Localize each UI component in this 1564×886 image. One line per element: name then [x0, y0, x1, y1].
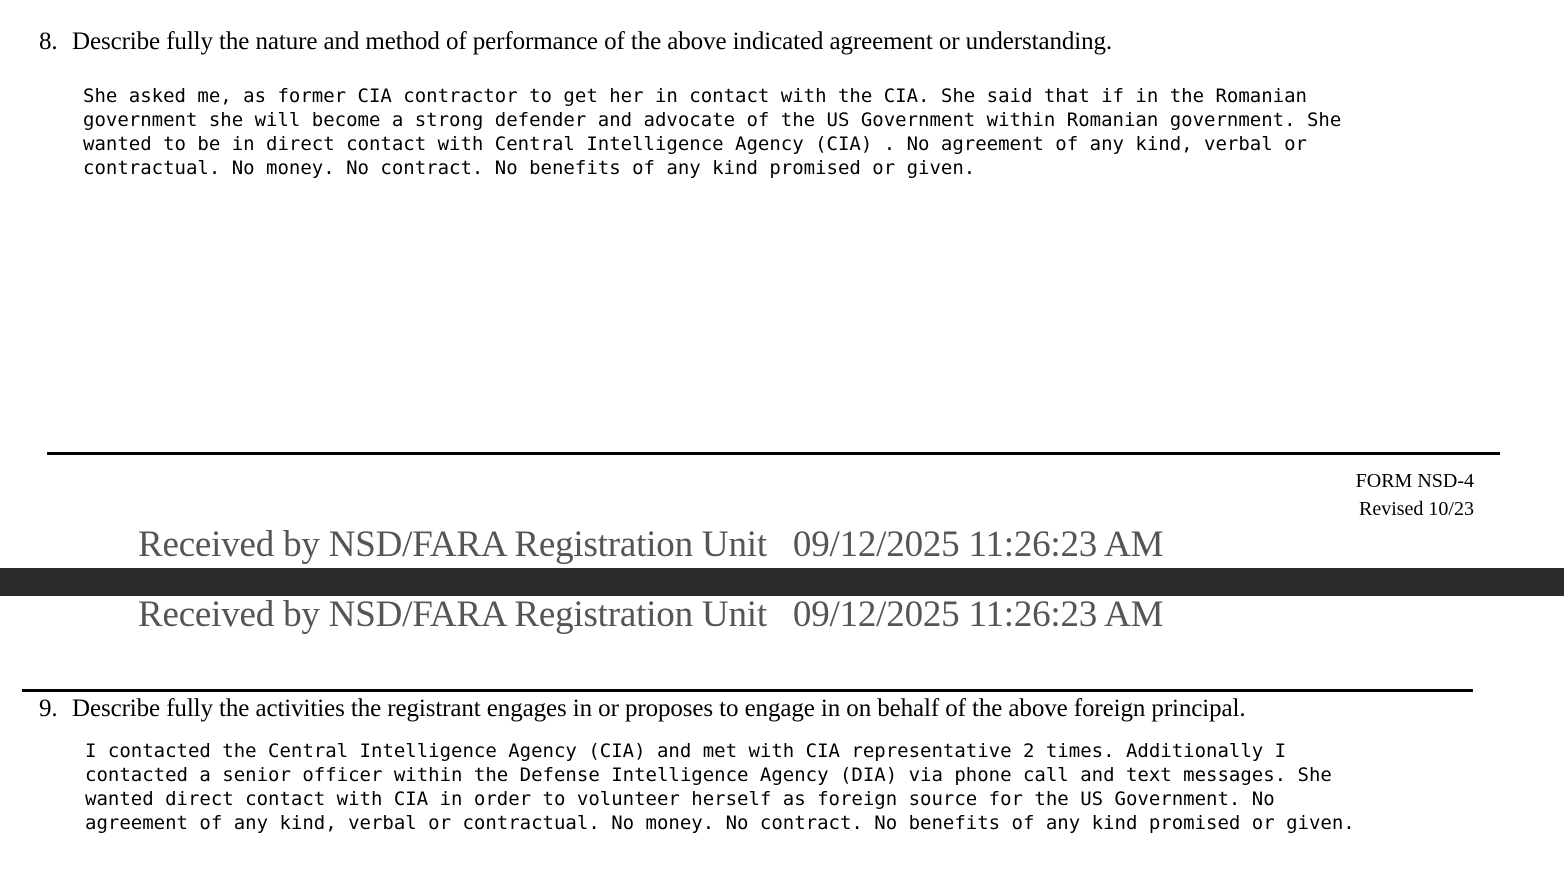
question-9-number: 9.	[39, 695, 58, 722]
received-stamp-label: Received by NSD/FARA Registration Unit	[138, 524, 767, 565]
question-8-number: 8.	[39, 28, 58, 55]
question-9-text: Describe fully the activities the registrant engages in or proposes to engage in on behalf of the above foreign principal.	[72, 695, 1246, 722]
answer-8-line: wanted to be in direct contact with Central Intelligence Agency (CIA) . No agreement of any kind, verbal or	[83, 133, 1307, 155]
answer-9-line: contacted a senior officer within the Defense Intelligence Agency (DIA) via phone call and text messages. She	[85, 764, 1332, 786]
question-9	[39, 695, 1246, 723]
received-stamp-timestamp: 09/12/2025 11:26:23 AM	[792, 524, 1164, 565]
received-stamp-timestamp: 09/12/2025 11:26:23 AM	[792, 594, 1164, 635]
answer-8	[83, 84, 1341, 180]
answer-8-line: government she will become a strong defender and advocate of the US Government within Romanian government. She	[83, 109, 1342, 131]
form-name: FORM NSD-4	[1355, 470, 1474, 492]
form-identifier	[1356, 467, 1474, 523]
page2-top-rule	[22, 689, 1473, 692]
answer-8-line: She asked me, as former CIA contractor to get her in contact with the CIA. She said that if in the Romanian	[83, 85, 1307, 107]
received-stamp-bottom	[138, 593, 1163, 636]
answer-9-line: I contacted the Central Intelligence Agency (CIA) and met with CIA representative 2 times. Additionally I	[85, 740, 1287, 762]
answer-9-line: wanted direct contact with CIA in order to volunteer herself as foreign source for the US Government. No	[85, 788, 1275, 810]
answer-8-line: contractual. No money. No contract. No benefits of any kind promised or given.	[83, 157, 976, 179]
page1-bottom-rule	[47, 452, 1500, 455]
answer-9	[85, 739, 1355, 835]
answer-9-line: agreement of any kind, verbal or contractual. No money. No contract. No benefits of any kind promised or given.	[85, 812, 1355, 834]
received-stamp-label: Received by NSD/FARA Registration Unit	[138, 594, 767, 635]
page-separator	[0, 568, 1564, 596]
form-revision: Revised 10/23	[1359, 498, 1474, 520]
question-8-text: Describe fully the nature and method of performance of the above indicated agreement or understanding.	[72, 28, 1113, 55]
received-stamp-top	[138, 523, 1163, 566]
question-8	[39, 28, 1112, 56]
